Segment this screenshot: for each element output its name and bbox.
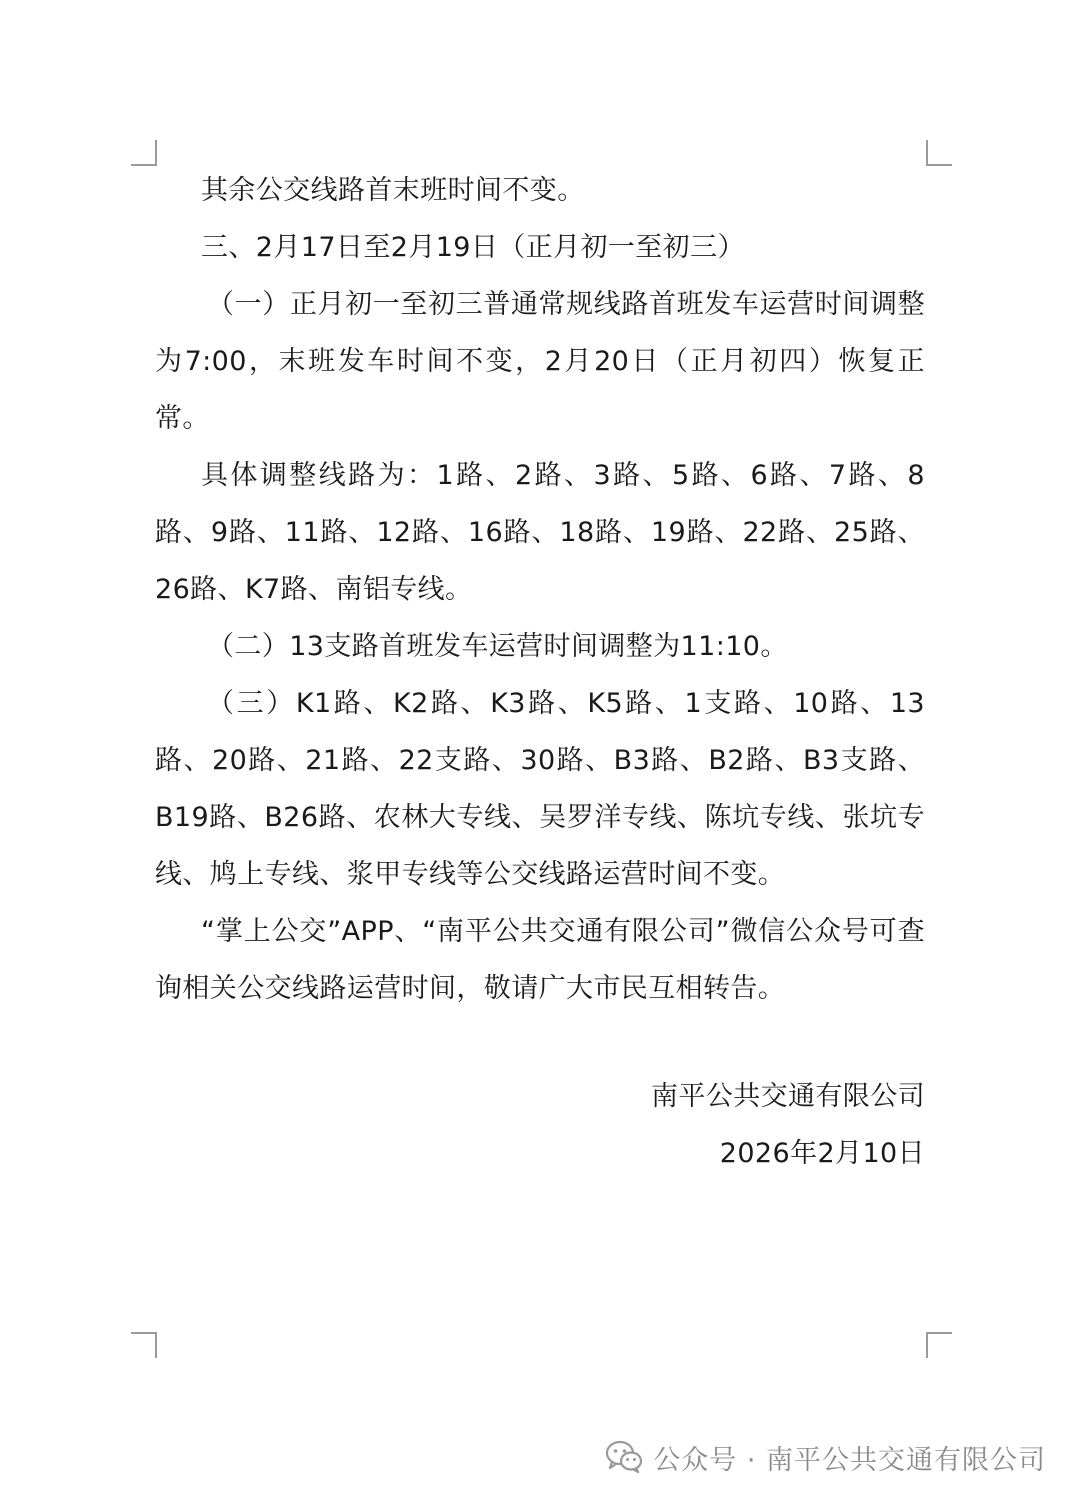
crop-mark-bottom-left: [131, 1332, 157, 1358]
signature-company: 南平公共交通有限公司: [651, 1081, 925, 1112]
paragraph-app-notice: “掌上公交”APP、“南平公共交通有限公司”微信公众号可查询相关公交线路运营时间，敬请广大市民互相转告。: [155, 916, 925, 1004]
crop-mark-top-right: [926, 140, 952, 166]
footer-account-name: 公众号 · 南平公共交通有限公司: [653, 1444, 1046, 1476]
signature-block: [651, 1068, 925, 1182]
crop-mark-bottom-right: [926, 1332, 952, 1358]
crop-mark-top-left: [131, 140, 157, 166]
watermark-footer: [605, 1433, 1046, 1481]
document-body: [155, 162, 925, 1017]
signature-date: 2026年2月10日: [719, 1138, 925, 1169]
paragraph-item-one: （一）正月初一至初三普通常规线路首班发车运营时间调整为7:00，末班发车时间不变，2月20日（正月初四）恢复正常。: [155, 289, 925, 434]
section-heading-three: 三、2月17日至2月19日（正月初一至初三）: [201, 232, 745, 263]
paragraph-item-two: （二）13支路首班发车运营时间调整为11:10。: [207, 631, 788, 662]
paragraph-remaining-routes: 其余公交线路首末班时间不变。: [201, 175, 585, 206]
wechat-icon: [605, 1440, 643, 1474]
paragraph-item-three: （三）K1路、K2路、K3路、K5路、1支路、10路、13路、20路、21路、22支路、30路、B3路、B2路、B3支路、B19路、B26路、农林大专线、吴罗洋专线、陈坑专线、张坑专线、鸠上专线、浆甲专线等公交线路运营时间不变。: [155, 688, 925, 890]
paragraph-adjusted-routes: 具体调整线路为：1路、2路、3路、5路、6路、7路、8路、9路、11路、12路、16路、18路、19路、22路、25路、26路、K7路、南铝专线。: [155, 460, 925, 605]
